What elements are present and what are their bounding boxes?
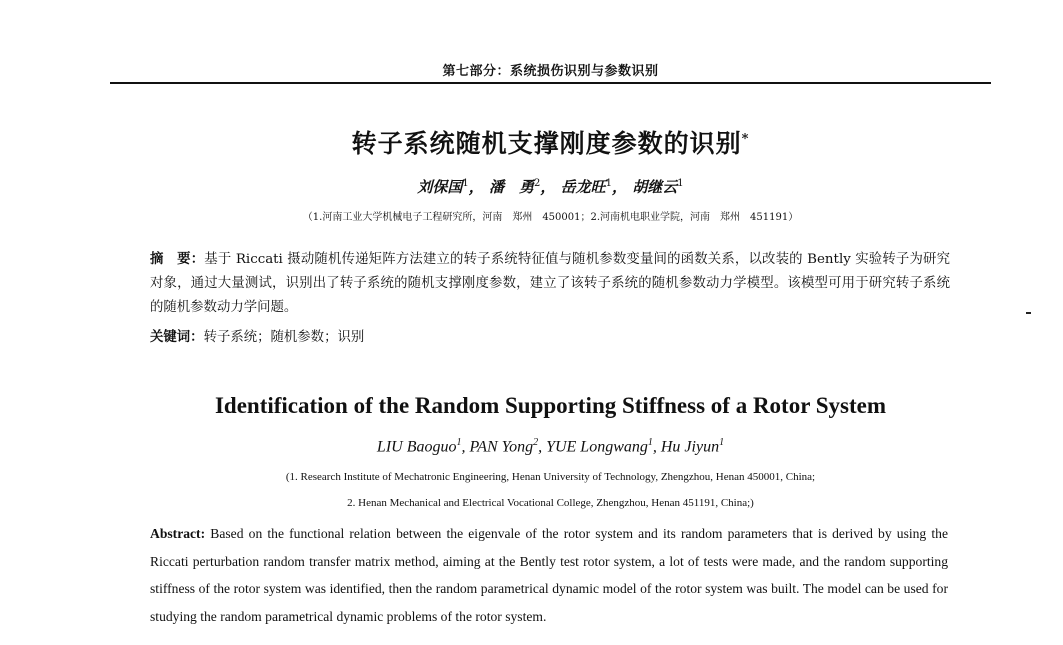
author-affiliation-mark: 1 — [719, 437, 725, 448]
chinese-keywords-text: 转子系统；随机参数；识别 — [203, 330, 365, 345]
author-separator: ， — [540, 178, 556, 196]
author-affiliation-mark: 1 — [605, 178, 613, 189]
english-abstract-label: Abstract: — [150, 526, 206, 541]
chinese-abstract — [150, 247, 950, 320]
english-abstract-text: Based on the functional relation between the eigenvale of the rotor system and its random parameters that is derived by using the Riccati perturbation random transfer matrix method, aiming at the Bently test rotor system, a lot of tests were made, and the random supporting stiffness of the rotor system was identified, then the random parametrical dynamic model of the rotor system was built. The model can be used for studying the random parametrical dynamic problems of the rotor system. — [150, 526, 948, 624]
author-name: 潘 勇 — [488, 178, 534, 196]
author-name: PAN Yong — [469, 438, 534, 456]
chinese-title — [110, 124, 991, 160]
author-separator: ， — [468, 178, 484, 196]
chinese-abstract-label: 摘 要： — [150, 251, 205, 267]
author-name: Hu Jiyun — [660, 438, 720, 456]
author-name: 刘保国 — [417, 178, 463, 196]
running-head: 第七部分：系统损伤识别与参数识别 — [442, 64, 659, 79]
english-affiliation-1: (1. Research Institute of Mechatronic Engineering, Henan University of Technology, Zhengzhou, Henan 450001, China; — [285, 471, 816, 483]
author-affiliation-mark: 1 — [677, 178, 684, 189]
author-affiliation-mark: 1 — [462, 178, 469, 189]
author-affiliation-mark: 2 — [534, 178, 541, 189]
author-separator: , — [538, 438, 547, 456]
author-separator: ， — [612, 178, 628, 196]
english-authors — [110, 437, 991, 456]
author-affiliation-mark: 2 — [533, 437, 539, 448]
author-affiliation-mark: 1 — [456, 437, 462, 448]
author-name: 岳龙旺 — [560, 178, 606, 196]
header-rule — [110, 82, 991, 84]
chinese-title-text: 转子系统随机支撑刚度参数的识别 — [351, 129, 742, 158]
chinese-authors — [110, 176, 991, 197]
author-name: LIU Baoguo — [376, 438, 457, 456]
chinese-keywords-label: 关键词： — [150, 329, 204, 345]
chinese-affiliation: （1.河南工业大学机械电子工程研究所，河南 郑州 450001；2.河南机电职业学院，河南 郑州 451191） — [302, 212, 799, 223]
author-name: YUE Longwang — [546, 438, 648, 456]
chinese-abstract-text: 基于 Riccati 摄动随机传递矩阵方法建立的转子系统特征值与随机参数变量间的函数关系，以改装的 Bently 实验转子为研究对象，通过大量测试，识别出了转子系统的随机支撑刚度参数，建立了该转子系统的随机参数动力学模型。该模型可用于研究转子系统的随机参数动力学问题。 — [150, 252, 951, 315]
english-abstract — [150, 520, 948, 630]
english-title: Identification of the Random Supporting Stiffness of a Rotor System — [214, 393, 887, 418]
author-name: 胡继云 — [632, 178, 678, 196]
english-affiliation-2: 2. Henan Mechanical and Electrical Vocational College, Zhengzhou, Henan 451191, China;) — [347, 497, 754, 509]
scan-speck — [1026, 312, 1031, 314]
author-separator: , — [652, 438, 661, 456]
title-footnote-mark: * — [741, 131, 750, 147]
chinese-keywords — [150, 327, 950, 348]
author-separator: , — [461, 438, 470, 456]
author-affiliation-mark: 1 — [647, 437, 653, 448]
